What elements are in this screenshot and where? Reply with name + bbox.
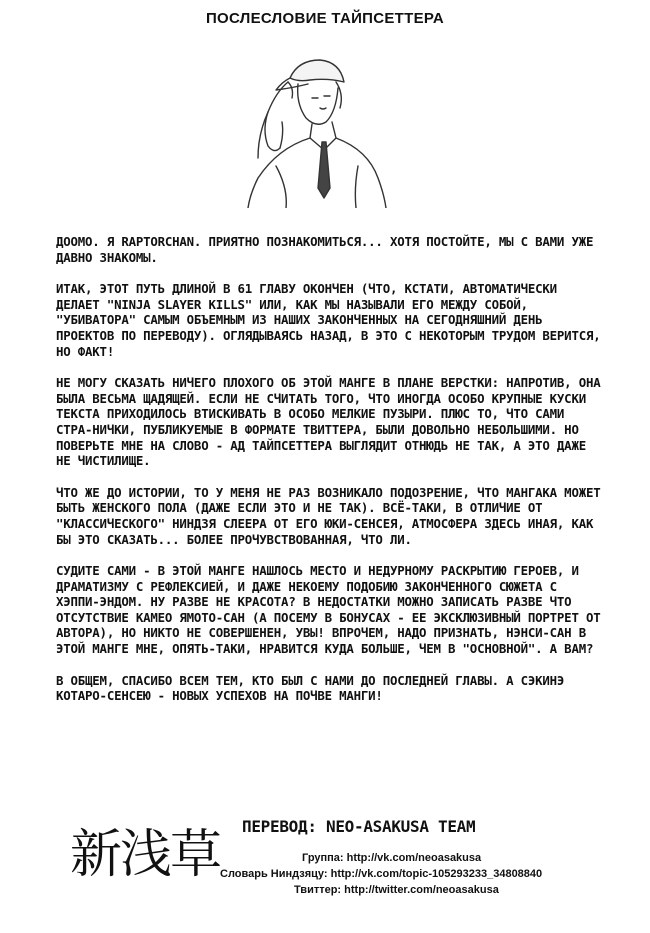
paragraph: ЧТО ЖЕ ДО ИСТОРИИ, ТО У МЕНЯ НЕ РАЗ ВОЗНИКАЛО ПОДОЗРЕНИЕ, ЧТО МАНГАКА МОЖЕТ БЫТЬ ЖЕНСКОГО ПОЛА (ДАЖЕ ЕСЛИ ЭТО И НЕ ТАК). ВСЁ-ТАКИ, В ОТЛИЧИЕ ОТ "КЛАССИЧЕСКОГО" НИНДЗЯ СЛЕЕРА ОТ ЕГО ЮКИ-СЕНСЕЯ, АТМОСФЕРА ЗДЕСЬ ИНАЯ, КАК БЫ ЭТО СКАЗАТЬ... БОЛЕЕ ПРОЧУВСТВОВАННАЯ, ЧТО ЛИ. bbox=[56, 484, 601, 547]
credit-label: Словарь Ниндзяцу: bbox=[220, 868, 328, 880]
team-logo: 新浅草 bbox=[70, 825, 221, 885]
credit-row-group bbox=[220, 850, 600, 866]
credit-link[interactable]: http://vk.com/topic-105293233_34808840 bbox=[330, 868, 543, 880]
credit-label: Твиттер: bbox=[294, 884, 342, 896]
paragraph: ИТАК, ЭТОТ ПУТЬ ДЛИНОЙ В 61 ГЛАВУ ОКОНЧЕН (ЧТО, КСТАТИ, АВТОМАТИЧЕСКИ ДЕЛАЕТ "NINJA SLAYER KILLS" ИЛИ, КАК МЫ НАЗЫВАЛИ ЕГО МЕЖДУ СОБОЙ, "УБИВАТОРА" САМЫМ ОБЪЕМНЫМ ИЗ НАШИХ ЗАКОНЧЕННЫХ НА СЕГОДНЯШНИЙ ДЕНЬ ПРОЕКТОВ ПО ПЕРЕВОДУ). ОГЛЯДЫВАЯСЬ НАЗАД, В ЭТО С НЕКОТОРЫМ ТРУДОМ ВЕРИТСЯ, НО ФАКТ! bbox=[56, 281, 601, 359]
paragraph: СУДИТЕ САМИ - В ЭТОЙ МАНГЕ НАШЛОСЬ МЕСТО И НЕДУРНОМУ РАСКРЫТИЮ ГЕРОЕВ, И ДРАМАТИЗМУ С РЕФЛЕКСИЕЙ, И ДАЖЕ НЕКОЕМУ ПОДОБИЮ ЗАКОНЧЕННОГО СЮЖЕТА С ХЭППИ-ЭНДОМ. НУ РАЗВЕ НЕ КРАСОТА? В НЕДОСТАТКИ МОЖНО ЗАПИСАТЬ РАЗВЕ ЧТО ОТСУТСТВИЕ КАМЕО ЯМОТО-САН (А ПОСЕМУ В БОНУСАХ - ЕЕ ЭКСКЛЮЗИВНЫЙ ПОРТРЕТ ОТ АВТОРА), НО НИКТО НЕ СОВЕРШЕНЕН, УВЫ! ВПРОЧЕМ, НАДО ПРИЗНАТЬ, НЭНСИ-САН В ЭТОЙ МАНГЕ МНЕ, ОПЯТЬ-ТАКИ, НРАВИТСЯ КУДА БОЛЬШЕ, ЧЕМ В "ОСНОВНОЙ". А ВАМ? bbox=[56, 563, 601, 657]
credit-link[interactable]: http://vk.com/neoasakusa bbox=[346, 852, 482, 864]
paragraph: ДООМО. Я RAPTORCHAN. ПРИЯТНО ПОЗНАКОМИТЬСЯ... ХОТЯ ПОСТОЙТЕ, МЫ С ВАМИ УЖЕ ДАВНО ЗНАКОМЫ. bbox=[56, 234, 594, 265]
typesetter-portrait bbox=[228, 38, 388, 208]
credits-block bbox=[220, 850, 600, 898]
credit-link[interactable]: http://twitter.com/neoasakusa bbox=[344, 884, 499, 896]
afterword-text bbox=[56, 234, 604, 720]
credit-title: ПЕРЕВОД: NEO-ASAKUSA TEAM bbox=[242, 817, 476, 836]
paragraph: НЕ МОГУ СКАЗАТЬ НИЧЕГО ПЛОХОГО ОБ ЭТОЙ МАНГЕ В ПЛАНЕ ВЕРСТКИ: НАПРОТИВ, ОНА БЫЛА ВЕСЬМА ЩАДЯЩЕЙ. ЕСЛИ НЕ СЧИТАТЬ ТОГО, ЧТО ИНОГДА ОСОБО КРУПНЫЕ КУСКИ ТЕКСТА ПРИХОДИЛОСЬ ВТИСКИВАТЬ В ОСОБО МЕЛКИЕ ПУЗЫРИ. ПЛЮС ТО, ЧТО САМИ СТРА-НИЧКИ, ПУБЛИКУЕМЫЕ В ФОРМАТЕ ТВИТТЕРА, БЫЛИ ДОВОЛЬНО НЕБОЛЬШИМИ. НО ПОВЕРЬТЕ МНЕ НА СЛОВО - АД ТАЙПСЕТТЕРА ВЫГЛЯДИТ ОТНЮДЬ НЕ ТАК, А ЭТО ДАЖЕ НЕ ЧИСТИЛИЩЕ. bbox=[56, 375, 601, 469]
page-title: ПОСЛЕСЛОВИЕ ТАЙПСЕТТЕРА bbox=[205, 10, 445, 27]
paragraph: В ОБЩЕМ, СПАСИБО ВСЕМ ТЕМ, КТО БЫЛ С НАМИ ДО ПОСЛЕДНЕЙ ГЛАВЫ. А СЭКИНЭ КОТАРО-СЕНСЕЮ - НОВЫХ УСПЕХОВ НА ПОЧВЕ МАНГИ! bbox=[56, 672, 565, 704]
credit-label: Группа: bbox=[302, 852, 344, 864]
credit-row-twitter bbox=[220, 882, 600, 898]
credit-row-dictionary bbox=[220, 866, 600, 882]
